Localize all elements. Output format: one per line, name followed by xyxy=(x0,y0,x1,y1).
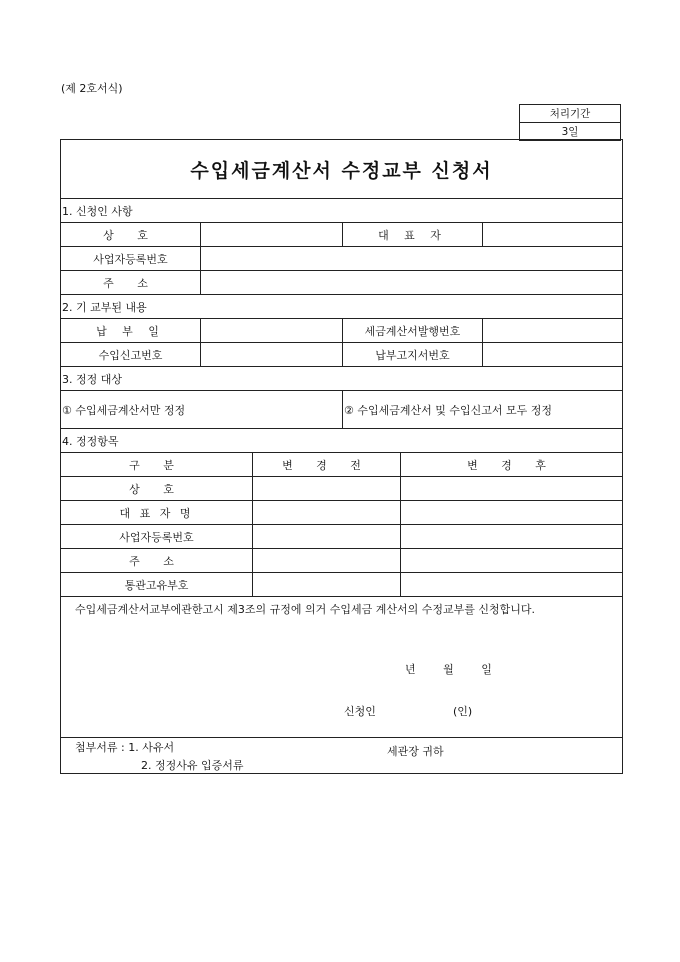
header-before-change: 변 경 전 xyxy=(253,453,401,477)
label-invoice-issue-no: 세금계산서발행번호 xyxy=(343,319,483,343)
seal-mark: (인) xyxy=(453,705,473,718)
input-payment-date[interactable] xyxy=(201,319,343,343)
before-trade-name[interactable] xyxy=(253,477,401,501)
label-representative: 대 표 자 xyxy=(343,223,483,247)
label-business-reg-no: 사업자등록번호 xyxy=(61,247,201,271)
label-payment-notice-no: 납부고지서번호 xyxy=(343,343,483,367)
label-trade-name: 상 호 xyxy=(61,223,201,247)
date-month: 월 xyxy=(443,663,454,676)
input-business-reg-no[interactable] xyxy=(201,247,623,271)
form-title: 수입세금계산서 수정교부 신청서 xyxy=(61,140,623,199)
section1-heading: 1. 신청인 사항 xyxy=(61,199,623,223)
correction-option-1[interactable]: ① 수입세금계산서만 정정 xyxy=(61,391,343,429)
label-address: 주 소 xyxy=(61,271,201,295)
section3-heading: 3. 정정 대상 xyxy=(61,367,623,391)
declaration-text: 수입세금계산서교부에관한고시 제3조의 규정에 의거 수입세금 계산서의 수정교부를 신청합니다. xyxy=(75,603,536,616)
label-payment-date: 납 부 일 xyxy=(61,319,201,343)
processing-period-label: 처리기간 xyxy=(520,105,621,123)
date-line xyxy=(405,661,516,677)
recipient: 세관장 귀하 xyxy=(387,745,444,758)
attachment-item-2: 2. 정정사유 입증서류 xyxy=(141,759,244,772)
input-invoice-issue-no[interactable] xyxy=(483,319,623,343)
before-customs-code[interactable] xyxy=(253,573,401,597)
header-after-change: 변 경 후 xyxy=(401,453,623,477)
label-import-declaration-no: 수입신고번호 xyxy=(61,343,201,367)
date-day: 일 xyxy=(481,663,492,676)
processing-period-value: 3일 xyxy=(520,123,621,141)
after-representative-name[interactable] xyxy=(401,501,623,525)
date-year: 년 xyxy=(405,663,416,676)
header-category: 구 분 xyxy=(61,453,253,477)
row-label-address: 주 소 xyxy=(61,549,253,573)
application-form xyxy=(60,139,623,774)
processing-period-box xyxy=(519,104,621,141)
form-number: (제 2호서식) xyxy=(61,82,123,95)
input-import-declaration-no[interactable] xyxy=(201,343,343,367)
input-representative[interactable] xyxy=(483,223,623,247)
before-business-reg-no[interactable] xyxy=(253,525,401,549)
after-trade-name[interactable] xyxy=(401,477,623,501)
after-business-reg-no[interactable] xyxy=(401,525,623,549)
after-address[interactable] xyxy=(401,549,623,573)
section2-heading: 2. 기 교부된 내용 xyxy=(61,295,623,319)
section4-heading: 4. 정정항목 xyxy=(61,429,623,453)
attachment-item-1: 첨부서류 : 1. 사유서 xyxy=(75,741,175,754)
applicant-label: 신청인 xyxy=(344,705,376,718)
input-address[interactable] xyxy=(201,271,623,295)
row-label-trade-name: 상 호 xyxy=(61,477,253,501)
row-label-business-reg-no: 사업자등록번호 xyxy=(61,525,253,549)
before-address[interactable] xyxy=(253,549,401,573)
input-trade-name[interactable] xyxy=(201,223,343,247)
attachments-block xyxy=(61,738,623,774)
input-payment-notice-no[interactable] xyxy=(483,343,623,367)
row-label-representative-name: 대 표 자 명 xyxy=(61,501,253,525)
before-representative-name[interactable] xyxy=(253,501,401,525)
row-label-customs-code: 통관고유부호 xyxy=(61,573,253,597)
after-customs-code[interactable] xyxy=(401,573,623,597)
correction-option-2[interactable]: ② 수입세금계산서 및 수입신고서 모두 정정 xyxy=(343,391,623,429)
